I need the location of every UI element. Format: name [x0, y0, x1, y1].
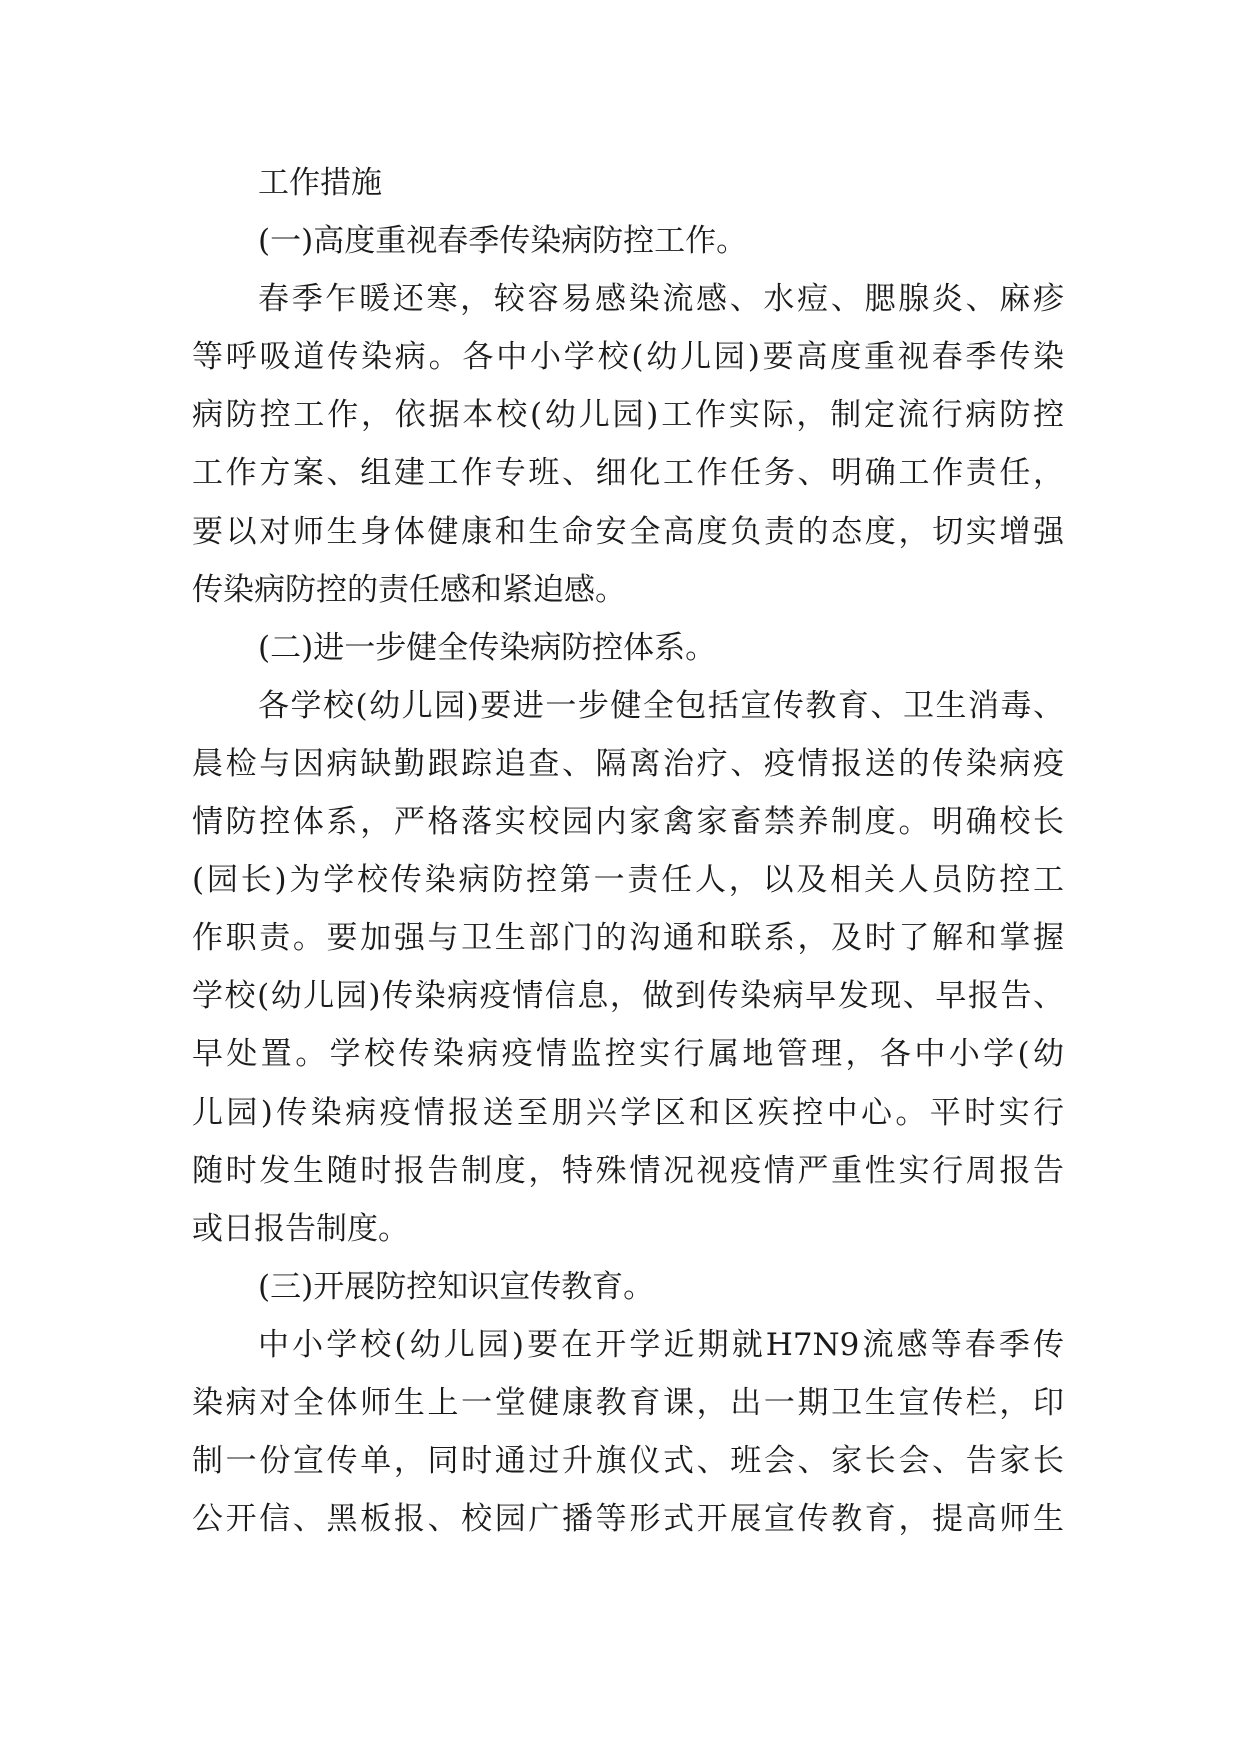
- paragraph-line: 随时发生随时报告制度，特殊情况视疫情严重性实行周报告: [192, 1152, 1064, 1189]
- subsection-heading-2: (二)进一步健全传染病防控体系。: [258, 629, 717, 666]
- paragraph-line: 或日报告制度。: [192, 1210, 409, 1247]
- paragraph-line: 作职责。要加强与卫生部门的沟通和联系，及时了解和掌握: [192, 920, 1064, 957]
- paragraph-line: 中小学校(幼儿园)要在开学近期就H7N9流感等春季传: [258, 1326, 1064, 1363]
- paragraph-line: (园长)为学校传染病防控第一责任人，以及相关人员防控工: [192, 862, 1064, 899]
- paragraph-line: 病防控工作，依据本校(幼儿园)工作实际，制定流行病防控: [192, 397, 1064, 434]
- document-body: [192, 154, 1064, 1548]
- paragraph-line: 春季乍暖还寒，较容易感染流感、水痘、腮腺炎、麻疹: [258, 281, 1064, 318]
- paragraph-line: 公开信、黑板报、校园广播等形式开展宣传教育，提高师生: [192, 1501, 1064, 1538]
- paragraph-line: 制一份宣传单，同时通过升旗仪式、班会、家长会、告家长: [192, 1443, 1064, 1480]
- paragraph-line: 早处置。学校传染病疫情监控实行属地管理，各中小学(幼: [192, 1036, 1064, 1073]
- section-heading: 工作措施: [258, 165, 382, 201]
- paragraph-line: 染病对全体师生上一堂健康教育课，出一期卫生宣传栏，印: [192, 1384, 1064, 1421]
- paragraph-line: 情防控体系，严格落实校园内家禽家畜禁养制度。明确校长: [192, 804, 1064, 841]
- paragraph-line: 要以对师生身体健康和生命安全高度负责的态度，切实增强: [192, 513, 1064, 550]
- subsection-heading-1: (一)高度重视春季传染病防控工作。: [258, 223, 748, 260]
- paragraph-line: 晨检与因病缺勤跟踪追查、隔离治疗、疫情报送的传染病疫: [192, 745, 1064, 782]
- paragraph-line: 儿园)传染病疫情报送至朋兴学区和区疾控中心。平时实行: [192, 1094, 1064, 1131]
- paragraph-line: 学校(幼儿园)传染病疫情信息，做到传染病早发现、早报告、: [192, 978, 1064, 1015]
- paragraph-line: 各学校(幼儿园)要进一步健全包括宣传教育、卫生消毒、: [258, 687, 1064, 724]
- paragraph-line: 传染病防控的责任感和紧迫感。: [192, 571, 626, 608]
- paragraph-line: 等呼吸道传染病。各中小学校(幼儿园)要高度重视春季传染: [192, 339, 1064, 376]
- subsection-heading-3: (三)开展防控知识宣传教育。: [258, 1268, 655, 1305]
- paragraph-line: 工作方案、组建工作专班、细化工作任务、明确工作责任，: [192, 455, 1064, 492]
